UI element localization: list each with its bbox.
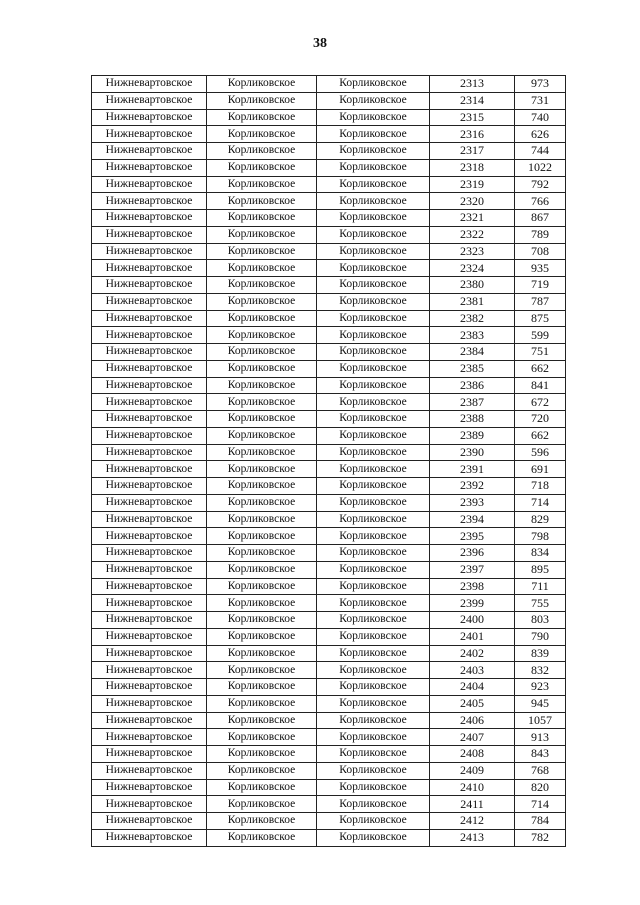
well-number-cell: 2317 [430, 143, 515, 160]
district-cell: Нижневартовское [92, 293, 207, 310]
field-cell: Корликовское [207, 260, 317, 277]
deposit-cell: Корликовское [317, 394, 430, 411]
value-cell: 789 [515, 226, 566, 243]
district-cell: Нижневартовское [92, 461, 207, 478]
well-number-cell: 2318 [430, 159, 515, 176]
value-cell: 913 [515, 729, 566, 746]
table-body [92, 76, 566, 847]
district-cell: Нижневартовское [92, 360, 207, 377]
table-row [92, 243, 566, 260]
field-cell: Корликовское [207, 511, 317, 528]
value-cell: 923 [515, 679, 566, 696]
well-number-cell: 2412 [430, 813, 515, 830]
well-number-cell: 2397 [430, 561, 515, 578]
field-cell: Корликовское [207, 662, 317, 679]
deposit-cell: Корликовское [317, 210, 430, 227]
value-cell: 945 [515, 695, 566, 712]
table-row [92, 796, 566, 813]
deposit-cell: Корликовское [317, 662, 430, 679]
well-number-cell: 2396 [430, 545, 515, 562]
table-row [92, 595, 566, 612]
deposit-cell: Корликовское [317, 645, 430, 662]
value-cell: 803 [515, 612, 566, 629]
value-cell: 834 [515, 545, 566, 562]
deposit-cell: Корликовское [317, 176, 430, 193]
deposit-cell: Корликовское [317, 109, 430, 126]
well-number-cell: 2393 [430, 494, 515, 511]
field-cell: Корликовское [207, 829, 317, 846]
value-cell: 691 [515, 461, 566, 478]
value-cell: 973 [515, 76, 566, 93]
well-number-cell: 2410 [430, 779, 515, 796]
deposit-cell: Корликовское [317, 360, 430, 377]
table-row [92, 444, 566, 461]
value-cell: 798 [515, 528, 566, 545]
value-cell: 766 [515, 193, 566, 210]
well-number-cell: 2411 [430, 796, 515, 813]
value-cell: 820 [515, 779, 566, 796]
table-row [92, 461, 566, 478]
district-cell: Нижневартовское [92, 746, 207, 763]
table-row [92, 210, 566, 227]
deposit-cell: Корликовское [317, 695, 430, 712]
table-row [92, 260, 566, 277]
field-cell: Корликовское [207, 159, 317, 176]
well-number-cell: 2409 [430, 762, 515, 779]
well-number-cell: 2384 [430, 344, 515, 361]
well-number-cell: 2404 [430, 679, 515, 696]
deposit-cell: Корликовское [317, 829, 430, 846]
well-number-cell: 2406 [430, 712, 515, 729]
deposit-cell: Корликовское [317, 679, 430, 696]
well-number-cell: 2314 [430, 92, 515, 109]
well-number-cell: 2407 [430, 729, 515, 746]
field-cell: Корликовское [207, 411, 317, 428]
district-cell: Нижневартовское [92, 796, 207, 813]
well-number-cell: 2386 [430, 377, 515, 394]
field-cell: Корликовское [207, 210, 317, 227]
deposit-cell: Корликовское [317, 796, 430, 813]
field-cell: Корликовское [207, 729, 317, 746]
deposit-cell: Корликовское [317, 344, 430, 361]
deposit-cell: Корликовское [317, 578, 430, 595]
well-number-cell: 2385 [430, 360, 515, 377]
value-cell: 768 [515, 762, 566, 779]
table-row [92, 578, 566, 595]
table-row [92, 478, 566, 495]
district-cell: Нижневартовское [92, 310, 207, 327]
value-cell: 662 [515, 360, 566, 377]
value-cell: 720 [515, 411, 566, 428]
district-cell: Нижневартовское [92, 645, 207, 662]
well-number-cell: 2413 [430, 829, 515, 846]
table-row [92, 427, 566, 444]
field-cell: Корликовское [207, 612, 317, 629]
value-cell: 719 [515, 277, 566, 294]
well-number-cell: 2399 [430, 595, 515, 612]
district-cell: Нижневартовское [92, 561, 207, 578]
value-cell: 626 [515, 126, 566, 143]
deposit-cell: Корликовское [317, 277, 430, 294]
field-cell: Корликовское [207, 344, 317, 361]
table-row [92, 327, 566, 344]
deposit-cell: Корликовское [317, 327, 430, 344]
district-cell: Нижневартовское [92, 829, 207, 846]
district-cell: Нижневартовское [92, 813, 207, 830]
table-row [92, 193, 566, 210]
field-cell: Корликовское [207, 126, 317, 143]
well-number-cell: 2313 [430, 76, 515, 93]
deposit-cell: Корликовское [317, 427, 430, 444]
deposit-cell: Корликовское [317, 260, 430, 277]
field-cell: Корликовское [207, 226, 317, 243]
value-cell: 731 [515, 92, 566, 109]
well-table [91, 75, 566, 847]
value-cell: 714 [515, 494, 566, 511]
value-cell: 711 [515, 578, 566, 595]
deposit-cell: Корликовское [317, 159, 430, 176]
well-number-cell: 2383 [430, 327, 515, 344]
field-cell: Корликовское [207, 595, 317, 612]
table-row [92, 511, 566, 528]
table-row [92, 143, 566, 160]
well-number-cell: 2402 [430, 645, 515, 662]
field-cell: Корликовское [207, 578, 317, 595]
page-number: 38 [313, 36, 327, 51]
district-cell: Нижневартовское [92, 695, 207, 712]
field-cell: Корликовское [207, 243, 317, 260]
district-cell: Нижневартовское [92, 444, 207, 461]
value-cell: 782 [515, 829, 566, 846]
deposit-cell: Корликовское [317, 628, 430, 645]
table-row [92, 762, 566, 779]
field-cell: Корликовское [207, 762, 317, 779]
table-row [92, 813, 566, 830]
value-cell: 792 [515, 176, 566, 193]
table-row [92, 126, 566, 143]
deposit-cell: Корликовское [317, 377, 430, 394]
field-cell: Корликовское [207, 176, 317, 193]
district-cell: Нижневартовское [92, 126, 207, 143]
district-cell: Нижневартовское [92, 612, 207, 629]
well-number-cell: 2324 [430, 260, 515, 277]
well-number-cell: 2400 [430, 612, 515, 629]
district-cell: Нижневартовское [92, 243, 207, 260]
deposit-cell: Корликовское [317, 712, 430, 729]
table-row [92, 377, 566, 394]
well-number-cell: 2381 [430, 293, 515, 310]
district-cell: Нижневартовское [92, 511, 207, 528]
field-cell: Корликовское [207, 277, 317, 294]
deposit-cell: Корликовское [317, 461, 430, 478]
district-cell: Нижневартовское [92, 595, 207, 612]
field-cell: Корликовское [207, 394, 317, 411]
field-cell: Корликовское [207, 494, 317, 511]
table-row [92, 159, 566, 176]
deposit-cell: Корликовское [317, 293, 430, 310]
field-cell: Корликовское [207, 293, 317, 310]
well-number-cell: 2398 [430, 578, 515, 595]
well-number-cell: 2323 [430, 243, 515, 260]
district-cell: Нижневартовское [92, 193, 207, 210]
district-cell: Нижневартовское [92, 578, 207, 595]
field-cell: Корликовское [207, 796, 317, 813]
field-cell: Корликовское [207, 561, 317, 578]
table-row [92, 394, 566, 411]
well-number-cell: 2315 [430, 109, 515, 126]
table-row [92, 712, 566, 729]
deposit-cell: Корликовское [317, 444, 430, 461]
field-cell: Корликовское [207, 478, 317, 495]
table-row [92, 695, 566, 712]
deposit-cell: Корликовское [317, 193, 430, 210]
table-row [92, 628, 566, 645]
district-cell: Нижневартовское [92, 478, 207, 495]
table-row [92, 411, 566, 428]
well-number-cell: 2390 [430, 444, 515, 461]
value-cell: 1022 [515, 159, 566, 176]
deposit-cell: Корликовское [317, 762, 430, 779]
value-cell: 841 [515, 377, 566, 394]
well-number-cell: 2316 [430, 126, 515, 143]
deposit-cell: Корликовское [317, 729, 430, 746]
well-number-cell: 2320 [430, 193, 515, 210]
value-cell: 829 [515, 511, 566, 528]
deposit-cell: Корликовское [317, 545, 430, 562]
value-cell: 784 [515, 813, 566, 830]
table-row [92, 344, 566, 361]
field-cell: Корликовское [207, 109, 317, 126]
field-cell: Корликовское [207, 528, 317, 545]
district-cell: Нижневартовское [92, 159, 207, 176]
deposit-cell: Корликовское [317, 478, 430, 495]
deposit-cell: Корликовское [317, 76, 430, 93]
table-row [92, 679, 566, 696]
well-number-cell: 2389 [430, 427, 515, 444]
field-cell: Корликовское [207, 712, 317, 729]
table-row [92, 92, 566, 109]
value-cell: 839 [515, 645, 566, 662]
district-cell: Нижневартовское [92, 377, 207, 394]
value-cell: 790 [515, 628, 566, 645]
table-row [92, 645, 566, 662]
district-cell: Нижневартовское [92, 679, 207, 696]
field-cell: Корликовское [207, 143, 317, 160]
field-cell: Корликовское [207, 92, 317, 109]
table-row [92, 310, 566, 327]
deposit-cell: Корликовское [317, 612, 430, 629]
field-cell: Корликовское [207, 813, 317, 830]
deposit-cell: Корликовское [317, 243, 430, 260]
district-cell: Нижневартовское [92, 729, 207, 746]
field-cell: Корликовское [207, 76, 317, 93]
table-row [92, 293, 566, 310]
field-cell: Корликовское [207, 310, 317, 327]
well-number-cell: 2401 [430, 628, 515, 645]
field-cell: Корликовское [207, 377, 317, 394]
district-cell: Нижневартовское [92, 494, 207, 511]
deposit-cell: Корликовское [317, 126, 430, 143]
value-cell: 875 [515, 310, 566, 327]
deposit-cell: Корликовское [317, 494, 430, 511]
value-cell: 832 [515, 662, 566, 679]
well-number-cell: 2392 [430, 478, 515, 495]
value-cell: 672 [515, 394, 566, 411]
value-cell: 718 [515, 478, 566, 495]
table-row [92, 226, 566, 243]
well-number-cell: 2388 [430, 411, 515, 428]
value-cell: 755 [515, 595, 566, 612]
table-row [92, 494, 566, 511]
well-number-cell: 2321 [430, 210, 515, 227]
table-row [92, 561, 566, 578]
deposit-cell: Корликовское [317, 528, 430, 545]
well-number-cell: 2405 [430, 695, 515, 712]
table-row [92, 109, 566, 126]
value-cell: 596 [515, 444, 566, 461]
district-cell: Нижневартовское [92, 411, 207, 428]
district-cell: Нижневартовское [92, 427, 207, 444]
district-cell: Нижневартовское [92, 176, 207, 193]
well-number-cell: 2391 [430, 461, 515, 478]
field-cell: Корликовское [207, 360, 317, 377]
value-cell: 895 [515, 561, 566, 578]
value-cell: 1057 [515, 712, 566, 729]
deposit-cell: Корликовское [317, 310, 430, 327]
table-row [92, 729, 566, 746]
district-cell: Нижневартовское [92, 76, 207, 93]
district-cell: Нижневартовское [92, 327, 207, 344]
value-cell: 935 [515, 260, 566, 277]
well-number-cell: 2387 [430, 394, 515, 411]
value-cell: 787 [515, 293, 566, 310]
well-number-cell: 2394 [430, 511, 515, 528]
value-cell: 751 [515, 344, 566, 361]
deposit-cell: Корликовское [317, 143, 430, 160]
field-cell: Корликовское [207, 645, 317, 662]
district-cell: Нижневартовское [92, 628, 207, 645]
well-number-cell: 2319 [430, 176, 515, 193]
table-row [92, 779, 566, 796]
deposit-cell: Корликовское [317, 226, 430, 243]
district-cell: Нижневартовское [92, 779, 207, 796]
district-cell: Нижневартовское [92, 344, 207, 361]
district-cell: Нижневартовское [92, 528, 207, 545]
district-cell: Нижневартовское [92, 394, 207, 411]
table-row [92, 612, 566, 629]
field-cell: Корликовское [207, 746, 317, 763]
well-number-cell: 2382 [430, 310, 515, 327]
district-cell: Нижневартовское [92, 662, 207, 679]
table-row [92, 662, 566, 679]
table-row [92, 528, 566, 545]
field-cell: Корликовское [207, 327, 317, 344]
district-cell: Нижневартовское [92, 277, 207, 294]
value-cell: 714 [515, 796, 566, 813]
deposit-cell: Корликовское [317, 411, 430, 428]
table-row [92, 829, 566, 846]
field-cell: Корликовское [207, 779, 317, 796]
district-cell: Нижневартовское [92, 226, 207, 243]
district-cell: Нижневартовское [92, 762, 207, 779]
table-row [92, 360, 566, 377]
well-number-cell: 2408 [430, 746, 515, 763]
deposit-cell: Корликовское [317, 561, 430, 578]
table-row [92, 545, 566, 562]
well-number-cell: 2403 [430, 662, 515, 679]
district-cell: Нижневартовское [92, 143, 207, 160]
field-cell: Корликовское [207, 193, 317, 210]
table-row [92, 746, 566, 763]
value-cell: 843 [515, 746, 566, 763]
field-cell: Корликовское [207, 444, 317, 461]
well-number-cell: 2395 [430, 528, 515, 545]
field-cell: Корликовское [207, 461, 317, 478]
district-cell: Нижневартовское [92, 109, 207, 126]
well-number-cell: 2322 [430, 226, 515, 243]
value-cell: 867 [515, 210, 566, 227]
deposit-cell: Корликовское [317, 746, 430, 763]
table-row [92, 176, 566, 193]
value-cell: 740 [515, 109, 566, 126]
district-cell: Нижневартовское [92, 210, 207, 227]
deposit-cell: Корликовское [317, 511, 430, 528]
value-cell: 708 [515, 243, 566, 260]
well-number-cell: 2380 [430, 277, 515, 294]
value-cell: 599 [515, 327, 566, 344]
field-cell: Корликовское [207, 427, 317, 444]
deposit-cell: Корликовское [317, 92, 430, 109]
district-cell: Нижневартовское [92, 545, 207, 562]
deposit-cell: Корликовское [317, 813, 430, 830]
district-cell: Нижневартовское [92, 92, 207, 109]
table-row [92, 277, 566, 294]
value-cell: 744 [515, 143, 566, 160]
field-cell: Корликовское [207, 679, 317, 696]
district-cell: Нижневартовское [92, 712, 207, 729]
field-cell: Корликовское [207, 628, 317, 645]
deposit-cell: Корликовское [317, 595, 430, 612]
value-cell: 662 [515, 427, 566, 444]
district-cell: Нижневартовское [92, 260, 207, 277]
table-row [92, 76, 566, 93]
deposit-cell: Корликовское [317, 779, 430, 796]
field-cell: Корликовское [207, 545, 317, 562]
field-cell: Корликовское [207, 695, 317, 712]
